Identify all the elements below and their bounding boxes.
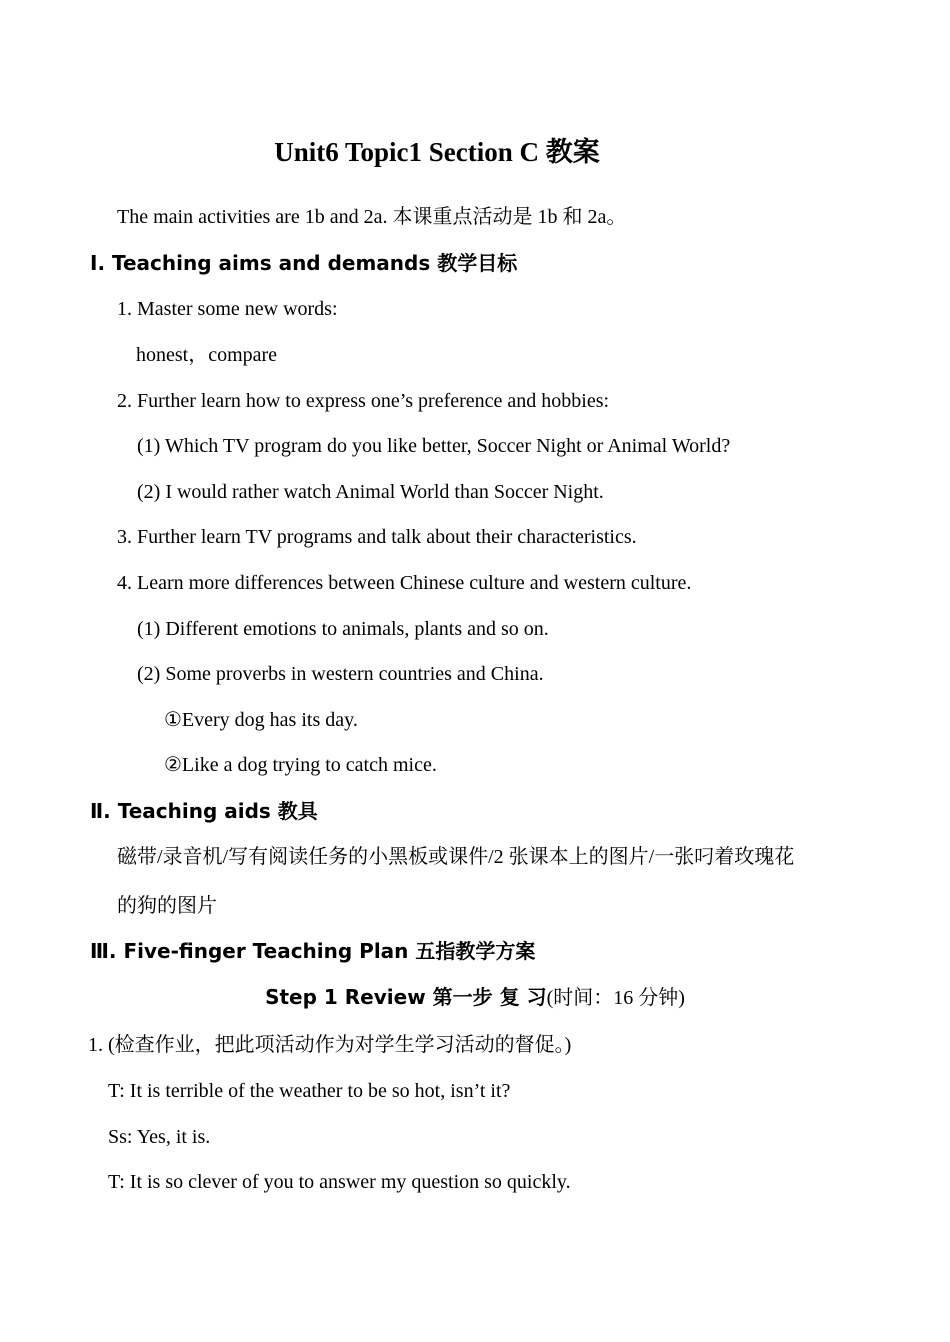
section-heading-aids: Ⅱ. Teaching aids 教具 (90, 799, 318, 823)
aim-item: (2) I would rather watch Animal World than Soccer Night. (137, 481, 604, 503)
section-heading-plan: Ⅲ. Five-finger Teaching Plan 五指教学方案 (90, 939, 536, 963)
plan-item: 1. (检查作业，把此项活动作为对学生学习活动的督促。) (88, 1034, 572, 1056)
aim-item: 1. Master some new words: (117, 298, 338, 320)
aids-text-line-1: 磁带/录音机/写有阅读任务的小黑板或课件/2 张课本上的图片/一张叼着玫瑰花 (117, 846, 795, 868)
step-heading (0, 985, 950, 1010)
aim-item: (2) Some proverbs in western countries and China. (137, 663, 544, 685)
section-heading-aims: Ⅰ. Teaching aims and demands 教学目标 (90, 251, 518, 275)
step-time: (时间：16 分钟) (546, 987, 685, 1009)
dialogue-line: T: It is terrible of the weather to be so hot, isn’t it? (108, 1080, 511, 1102)
aim-item: 2. Further learn how to express one’s preference and hobbies: (117, 390, 610, 412)
aim-item: honest，compare (136, 344, 278, 366)
dialogue-line: Ss: Yes, it is. (108, 1126, 211, 1148)
step-title: Step 1 Review 第一步 复 习 (265, 985, 547, 1009)
proverb-item: ②Like a dog trying to catch mice. (164, 754, 437, 776)
aim-item: 4. Learn more differences between Chinese culture and western culture. (117, 572, 692, 594)
proverb-item: ①Every dog has its day. (164, 709, 358, 731)
aim-item: 3. Further learn TV programs and talk about their characteristics. (117, 526, 637, 548)
aids-text-line-2: 的狗的图片 (117, 895, 217, 917)
page-title: Unit6 Topic1 Section C 教案 (274, 137, 600, 167)
dialogue-line: T: It is so clever of you to answer my question so quickly. (108, 1171, 571, 1193)
aim-item: (1) Different emotions to animals, plants and so on. (137, 618, 549, 640)
intro-text: The main activities are 1b and 2a. 本课重点活动是 1b 和 2a。 (117, 206, 627, 228)
aim-item: (1) Which TV program do you like better, Soccer Night or Animal World? (137, 435, 731, 457)
